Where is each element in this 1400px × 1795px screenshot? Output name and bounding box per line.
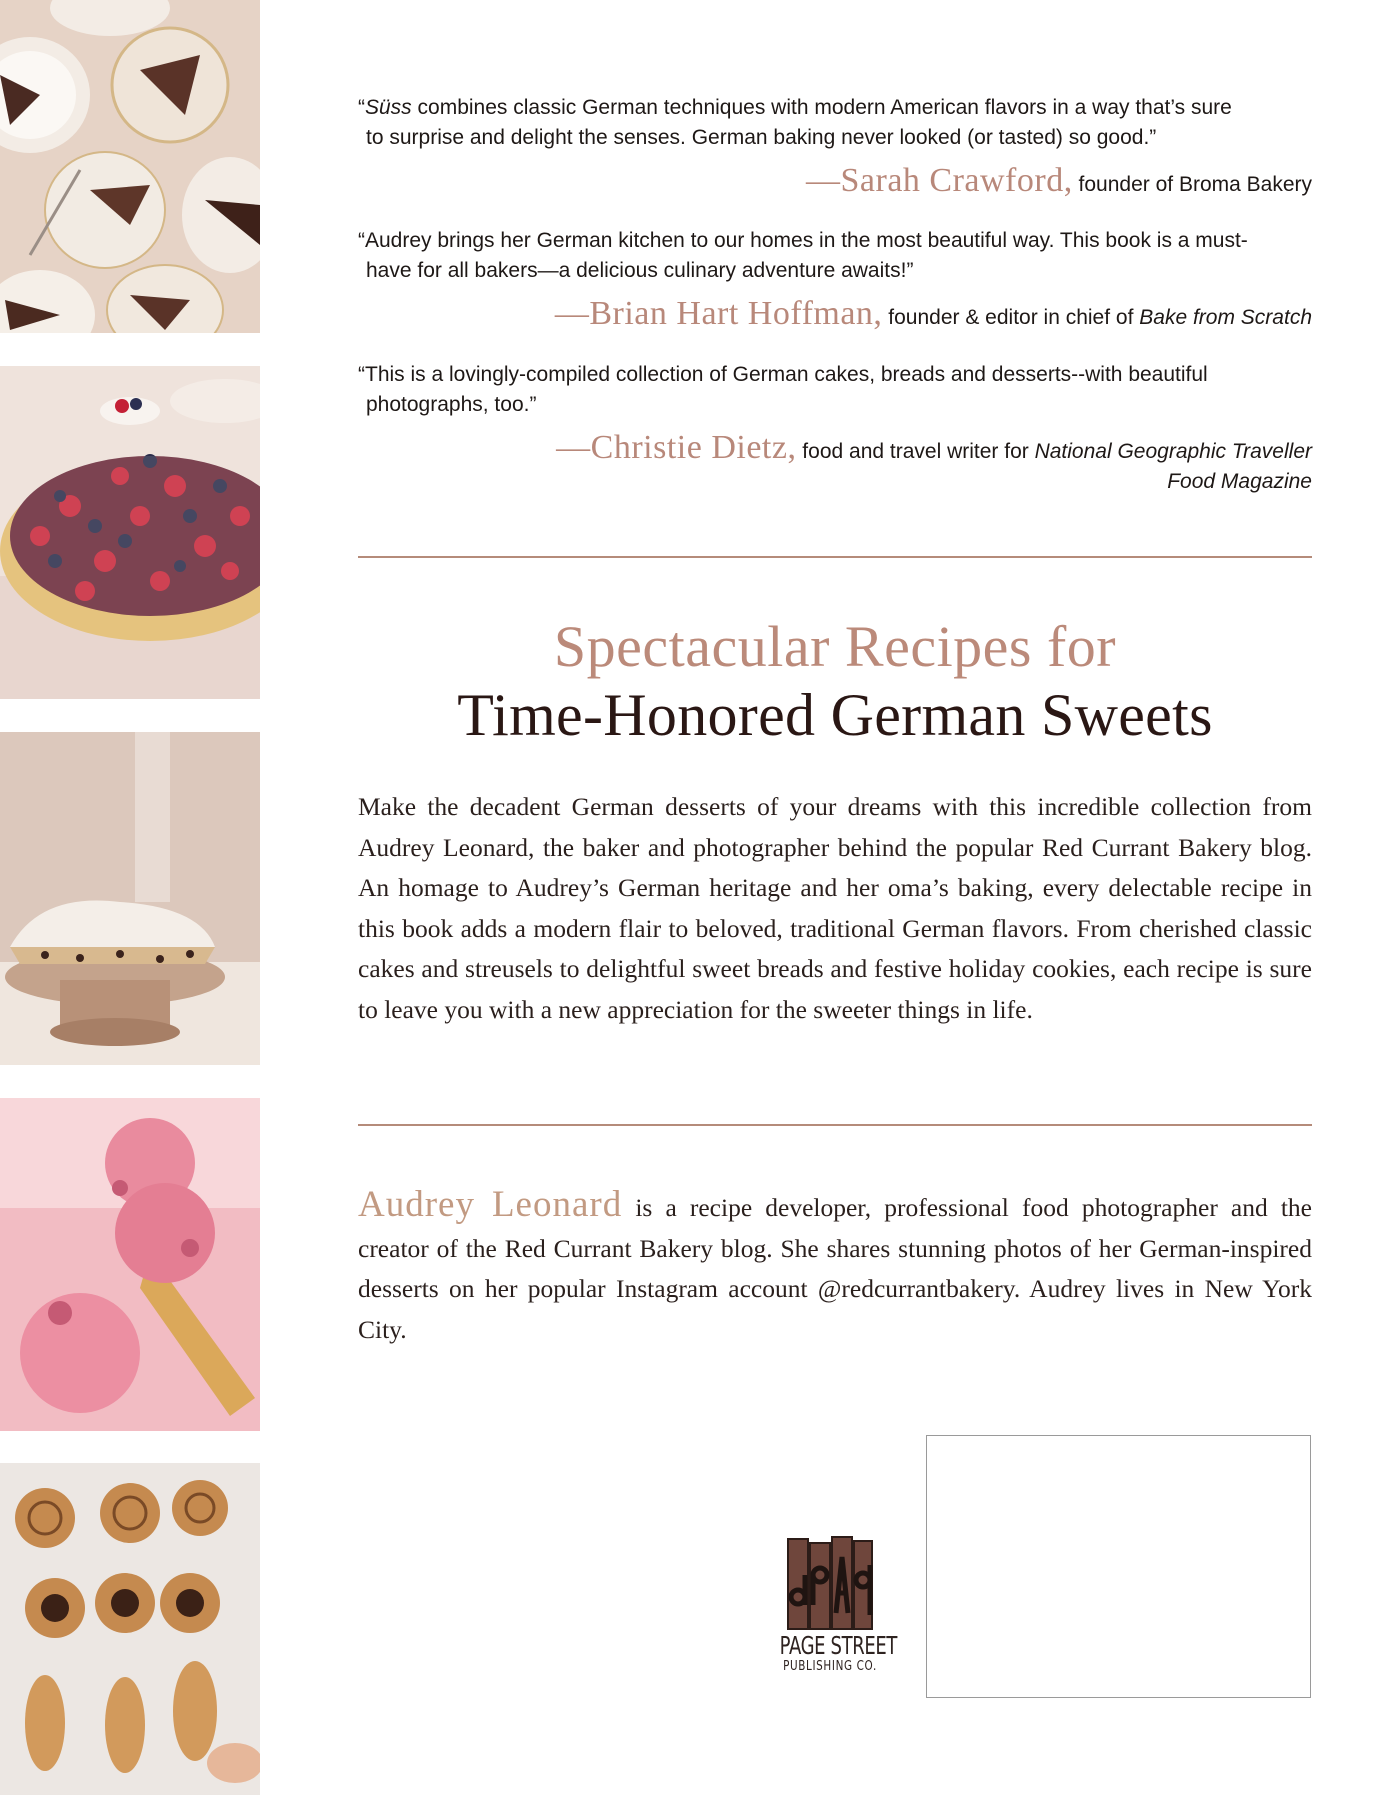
publisher-subname: PUBLISHING CO. [783,1659,877,1674]
photo-pastries [0,1463,260,1795]
photo-berry-tart [0,366,260,699]
book-description: Make the decadent German desserts of your dreams with this incredible collection from Audrey Leonard, the baker and photographer behind the popular Red Currant Bakery blog. An homage to Audrey’s German heritage and her oma’s baking, every delectable recipe in this book adds a modern flair to beloved, traditional German flavors. From cherished classic cakes and streusels to delightful sweet breads and festive holiday cookies, each recipe is sure to leave you with a new appreciation for the sweeter things in life. [358,792,1312,1024]
quote-2-dash: — [554,295,590,332]
quote-3 [358,360,1312,420]
bio-text: is a recipe developer, professional food photographer and the creator of the Red Currant Bakery blog. She shares stunning photos of her German-inspired desserts on her popular Instagram account @redcurrantbakery. Audrey lives in New York City. [358,1193,1312,1344]
quote-3-role: food and travel writer for [796,440,1035,463]
quote-1-title: Süss [365,96,412,119]
quote-3-publication: National Geographic Traveller [1034,440,1312,463]
quote-2 [358,226,1312,286]
headline-line-2: Time-Honored German Sweets [457,682,1213,748]
quote-3-attribution [358,429,1312,497]
quote-1-cont: to surprise and delight the senses. German baking never looked (or tasted) so good.” [366,126,1157,149]
quote-1-dash: — [806,162,841,199]
bio-author-name: Audrey Leonard [358,1184,623,1225]
quote-3-dash: — [556,429,591,466]
quote-3-publication-cont: Food Magazine [1167,470,1312,493]
letterpress-blocks-icon [784,1535,876,1633]
publisher-name: PAGE STREET [779,1631,898,1660]
quote-2-publication: Bake from Scratch [1139,306,1312,329]
quote-1-attribution [358,162,1312,200]
divider-top [358,556,1312,558]
photo-stollen-bread [0,732,260,1065]
quote-2-author: Brian Hart Hoffman, [589,295,883,332]
quote-3-text: “This is a lovingly-compiled collection of German cakes, breads and desserts--with beautiful [358,363,1208,386]
author-bio [358,1185,1312,1350]
headline-line-1: Spectacular Recipes for [553,614,1117,679]
divider-bottom [358,1124,1312,1126]
quote-2-text: “Audrey brings her German kitchen to our homes in the most beautiful way. This book is a must- [358,229,1248,252]
quote-3-author: Christie Dietz, [590,429,797,466]
quote-2-cont: have for all bakers—a delicious culinary adventure awaits!” [366,259,914,282]
quote-1-role: founder of Broma Bakery [1072,173,1312,196]
quote-1 [358,93,1312,153]
quote-3-cont: photographs, too.” [366,393,537,416]
publisher-logo [760,1535,900,1675]
photo-ice-cream-cone [0,1098,260,1431]
photo-chocolate-cake-slices [0,0,260,333]
barcode-area [926,1435,1311,1698]
photo-column [0,0,260,1795]
quote-2-attribution [358,295,1312,333]
quote-1-open: “ [358,96,365,119]
quote-1-text: combines classic German techniques with modern American flavors in a way that’s sure [411,96,1232,119]
headline [358,614,1312,750]
quote-1-author: Sarah Crawford, [840,162,1073,199]
quote-2-role: founder & editor in chief of [882,306,1140,329]
